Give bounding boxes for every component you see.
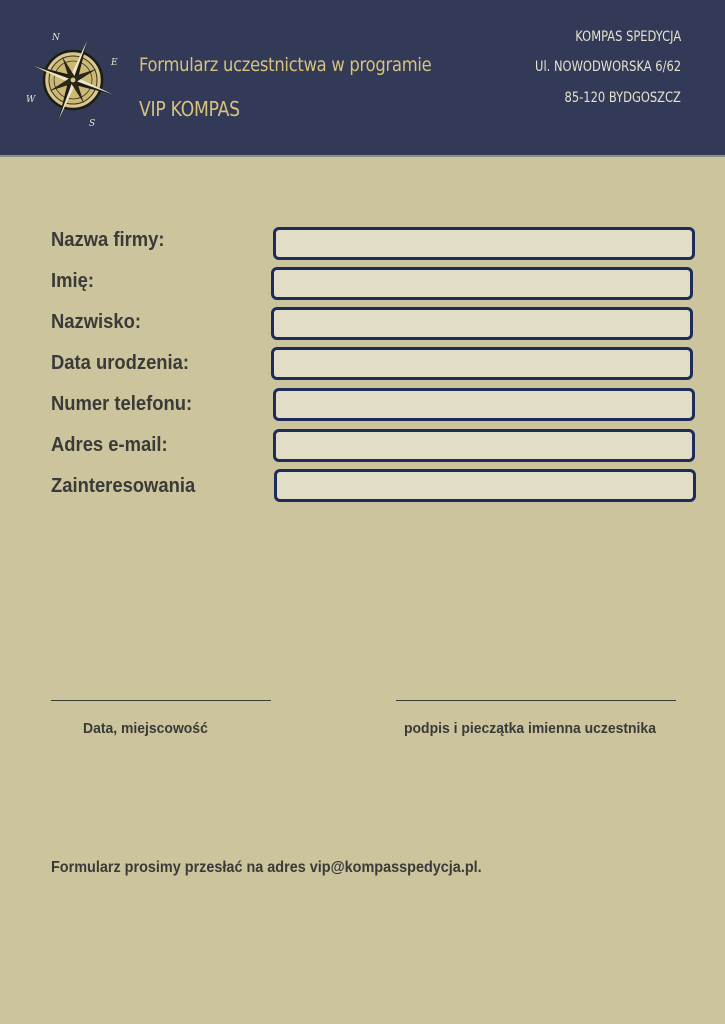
field-label-last-name: Nazwisko: xyxy=(51,311,141,333)
signature-caption: podpis i pieczątka imienna uczestnika xyxy=(404,720,656,737)
date-place-caption: Data, miejscowość xyxy=(83,720,208,737)
field-label-email: Adres e-mail: xyxy=(51,434,168,456)
form-title: Formularz uczestnictwa w programie xyxy=(139,54,432,76)
signature-line xyxy=(396,700,676,701)
field-label-birth-date: Data urodzenia: xyxy=(51,352,190,374)
first-name-field[interactable] xyxy=(271,267,693,300)
phone-field[interactable] xyxy=(273,388,695,421)
interests-field[interactable] xyxy=(274,469,696,502)
company-street: Ul. NOWODWORSKA 6/62 xyxy=(534,59,681,75)
compass-letter-w: W xyxy=(26,95,36,105)
date-place-line xyxy=(51,700,271,701)
company-name-field[interactable] xyxy=(273,227,695,260)
last-name-field[interactable] xyxy=(271,307,693,340)
compass-rose-icon xyxy=(22,28,126,132)
field-label-interests: Zainteresowania xyxy=(51,475,196,497)
footer-note: Formularz prosimy przesłać na adres vip@kompasspedycja.pl. xyxy=(51,859,482,876)
compass-letter-s: S xyxy=(89,119,96,129)
company-city: 85-120 BYDGOSZCZ xyxy=(564,90,681,106)
field-label-company: Nazwa firmy: xyxy=(51,229,165,251)
program-name: VIP KOMPAS xyxy=(139,97,240,121)
compass-letter-e: E xyxy=(111,58,118,68)
field-label-phone: Numer telefonu: xyxy=(51,393,193,415)
birth-date-field[interactable] xyxy=(271,347,693,380)
compass-letter-n: N xyxy=(52,33,60,43)
page-header xyxy=(0,0,725,157)
email-field[interactable] xyxy=(273,429,695,462)
company-name: KOMPAS SPEDYCJA xyxy=(575,29,681,45)
field-label-first-name: Imię: xyxy=(51,270,94,292)
